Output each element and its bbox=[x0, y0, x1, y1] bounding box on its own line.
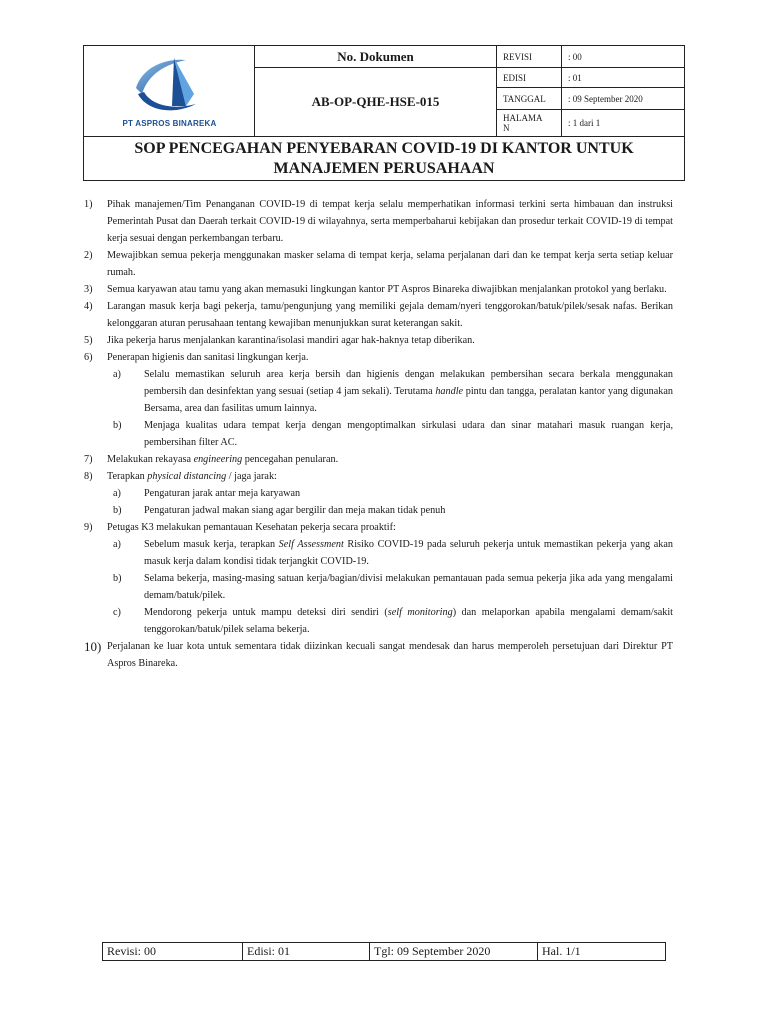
meta-halaman: HALAMA N : 1 dari 1 bbox=[497, 110, 684, 136]
document-number: AB-OP-QHE-HSE-015 bbox=[311, 94, 440, 109]
list-item: 10) Perjalanan ke luar kota untuk sementara tidak diizinkan kecuali sangat mendesak dan harus memperoleh persetujuan dari Direktur PT Aspros Binareka. bbox=[84, 639, 673, 669]
list-item: 5) Jika pekerja harus menjalankan karantina/isolasi mandiri agar hak-haknya tetap diberikan. bbox=[84, 335, 475, 346]
title-line-2: MANAJEMEN PERUSAHAAN bbox=[273, 160, 495, 177]
list-item: 7) Melakukan rekayasa engineering pencegahan penularan. bbox=[84, 454, 339, 465]
meta-tanggal: TANGGAL : 09 September 2020 bbox=[497, 88, 684, 110]
list-item: 1) Pihak manajemen/Tim Penanganan COVID-19 di tempat kerja selalu memperhatikan informasi terkini serta himbauan dan instruksi Pemerintah Pusat dan Daerah terkait COVID-19 di wilayahnya, serta memperbaharui kebijakan dan prosedur terkait COVID-19 di tempat kerja sesuai dengan perkembangan terbaru. bbox=[84, 199, 673, 244]
document-number-cell bbox=[255, 46, 497, 136]
list-item: 9) Petugas K3 melakukan pemantauan Kesehatan pekerja secara proaktif: bbox=[84, 522, 396, 533]
sub-list-item: c) Mendorong pekerja untuk mampu deteksi diri sendiri (self monitoring) dan melaporkan apabila mengalami demam/sakit tenggorokan/batuk/pilek selama bekerja. bbox=[113, 607, 674, 635]
sop-list bbox=[84, 196, 673, 672]
sub-list-item: b) Pengaturan jadwal makan siang agar bergilir dan meja makan tidak penuh bbox=[113, 505, 446, 516]
title-line-1: SOP PENCEGAHAN PENYEBARAN COVID-19 DI KANTOR UNTUK bbox=[134, 140, 634, 157]
list-item: 8) Terapkan physical distancing / jaga jarak: bbox=[84, 471, 277, 482]
list-item: 3) Semua karyawan atau tamu yang akan memasuki lingkungan kantor PT Aspros Binareka diwajibkan menjalankan protokol yang berlaku. bbox=[84, 284, 667, 295]
footer-tanggal: Tgl: 09 September 2020 bbox=[370, 943, 538, 960]
sub-list-item: a) Pengaturan jarak antar meja karyawan bbox=[113, 488, 301, 499]
meta-edisi: EDISI : 01 bbox=[497, 68, 684, 88]
list-item: 2) Mewajibkan semua pekerja menggunakan masker selama di tempat kerja, selama perjalanan dari dan ke tempat kerja serta setiap keluar rumah. bbox=[84, 250, 673, 278]
document-header bbox=[83, 45, 685, 181]
sub-list-item: b) Selama bekerja, masing-masing satuan kerja/bagian/divisi melakukan pemantauan pada semua pekerja jika ada yang mengalami demam/batuk/pilek. bbox=[113, 573, 673, 601]
list-item: 6) Penerapan higienis dan sanitasi lingkungan kerja. bbox=[84, 352, 309, 363]
company-name: PT ASPROS BINAREKA bbox=[122, 119, 217, 128]
sub-list-item: a) Sebelum masuk kerja, terapkan Self Assessment Risiko COVID-19 pada seluruh pekerja untuk memastikan pekerja yang akan masuk kerja dalam kondisi tidak terjangkit COVID-19. bbox=[113, 539, 673, 567]
footer-edisi: Edisi: 01 bbox=[243, 943, 370, 960]
document-meta bbox=[497, 46, 684, 136]
meta-revisi: REVISI : 00 bbox=[497, 46, 684, 68]
footer-revisi: Revisi: 00 bbox=[103, 943, 243, 960]
logo-cell bbox=[84, 46, 255, 136]
footer-halaman: Hal. 1/1 bbox=[542, 944, 581, 958]
document-title bbox=[84, 136, 684, 180]
company-logo-icon bbox=[124, 54, 216, 118]
list-item: 4) Larangan masuk kerja bagi pekerja, tamu/pengunjung yang memiliki gejala demam/nyeri tenggorokan/batuk/pilek/sesak nafas. Berikan kelonggaran aturan perusahaan tentang kewajiban menunjukkan surat keterangan sakit. bbox=[84, 301, 673, 329]
sub-list-item: b) Menjaga kualitas udara tempat kerja dengan mengoptimalkan sirkulasi udara dan sinar matahari masuk ruangan kerja, pembersihan filter AC. bbox=[113, 420, 673, 448]
document-footer bbox=[102, 942, 666, 961]
document-number-label: No. Dokumen bbox=[255, 46, 496, 68]
sub-list-item: a) Selalu memastikan seluruh area kerja bersih dan higienis dengan melakukan pembersihan secara berkala menggunakan pembersih dan desinfektan yang sesuai (setiap 4 jam sekali). Terutama handle pintu dan tangga, peralatan kantor yang digunakan Bersama, area dan fasilitas umum lainnya. bbox=[113, 369, 673, 414]
